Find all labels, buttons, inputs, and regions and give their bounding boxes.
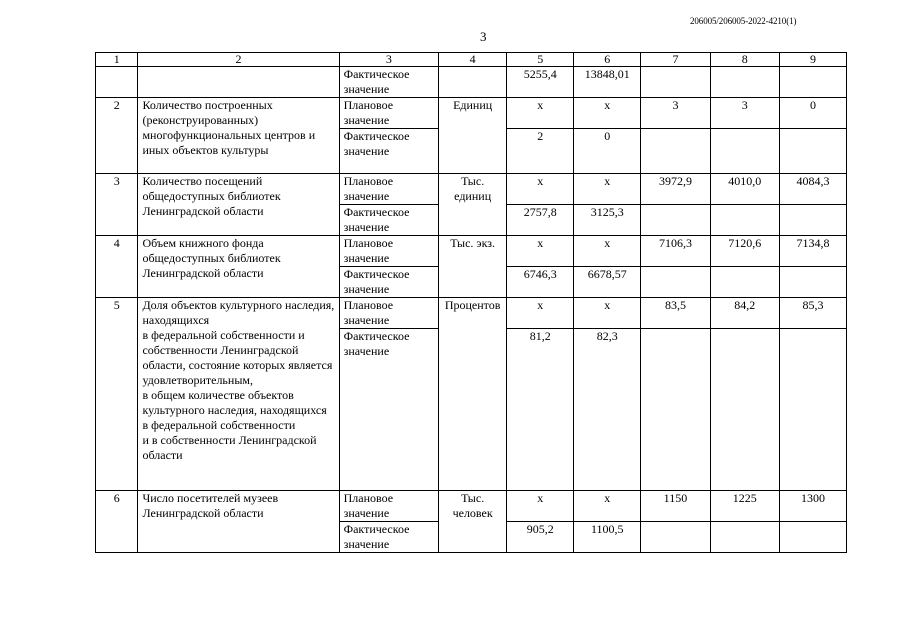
indicator-name: Доля объектов культурного наследия, находящихся в федеральной собственности и собственности Ленинградской области, состояние которых является удовлетворительным, в общем количестве объектов культурного наследия, находящихся в федеральной собственности и в собственности Ленинградской области xyxy=(138,298,339,491)
value-type: Фактическое значение xyxy=(339,329,438,491)
cell-value: х xyxy=(507,236,574,267)
cell-value: 6746,3 xyxy=(507,267,574,298)
cell-value: х xyxy=(507,98,574,129)
column-header: 3 xyxy=(339,53,438,67)
cell-value: х xyxy=(574,491,641,522)
column-header: 1 xyxy=(96,53,138,67)
value-type: Фактическое значение xyxy=(339,67,438,98)
table-row xyxy=(96,98,847,129)
unit: Тыс. единиц xyxy=(439,174,507,236)
cell-value: 83,5 xyxy=(641,298,710,329)
indicator-name: Количество построенных (реконструированных) многофункциональных центров и иных объектов культуры xyxy=(138,98,339,174)
column-header: 5 xyxy=(507,53,574,67)
unit: Процентов xyxy=(439,298,507,491)
unit: Тыс. экз. xyxy=(439,236,507,298)
cell-value: 6678,57 xyxy=(574,267,641,298)
cell-value: х xyxy=(507,174,574,205)
table-row xyxy=(96,236,847,267)
value-type: Фактическое значение xyxy=(339,267,438,298)
page-number: 3 xyxy=(480,29,487,44)
cell-value: х xyxy=(574,236,641,267)
cell-value: 84,2 xyxy=(710,298,779,329)
cell-value: 7106,3 xyxy=(641,236,710,267)
cell-value: 3 xyxy=(710,98,779,129)
table-row xyxy=(96,67,847,98)
column-header: 8 xyxy=(710,53,779,67)
cell-value: 4084,3 xyxy=(779,174,846,205)
cell-value: 3 xyxy=(641,98,710,129)
value-type: Плановое значение xyxy=(339,298,438,329)
table-row xyxy=(96,174,847,205)
cell-value: х xyxy=(574,298,641,329)
cell-value: 13848,01 xyxy=(574,67,641,98)
header-row xyxy=(96,53,847,67)
cell-value: 0 xyxy=(779,98,846,129)
cell-value: 0 xyxy=(574,129,641,174)
value-type: Фактическое значение xyxy=(339,522,438,553)
cell-value: х xyxy=(507,491,574,522)
cell-value: 1225 xyxy=(710,491,779,522)
value-type: Фактическое значение xyxy=(339,129,438,174)
cell-value: 85,3 xyxy=(779,298,846,329)
indicator-name: Количество посещений общедоступных библиотек Ленинградской области xyxy=(138,174,339,236)
table-row xyxy=(96,491,847,522)
document-id: 206005/206005-2022-4210(1) xyxy=(690,16,797,26)
cell-value: 5255,4 xyxy=(507,67,574,98)
cell-value: 7134,8 xyxy=(779,236,846,267)
column-header: 9 xyxy=(779,53,846,67)
row-number: 2 xyxy=(96,98,138,174)
cell-value: х xyxy=(507,298,574,329)
value-type: Фактическое значение xyxy=(339,205,438,236)
table-row xyxy=(96,298,847,329)
cell-value: 7120,6 xyxy=(710,236,779,267)
column-header: 6 xyxy=(574,53,641,67)
cell-value: 2757,8 xyxy=(507,205,574,236)
column-header: 4 xyxy=(439,53,507,67)
unit: Тыс. человек xyxy=(439,491,507,553)
row-number: 6 xyxy=(96,491,138,553)
cell-value: х xyxy=(574,174,641,205)
unit: Единиц xyxy=(439,98,507,174)
indicator-name: Число посетителей музеев Ленинградской области xyxy=(138,491,339,553)
cell-value: 4010,0 xyxy=(710,174,779,205)
cell-value: 1300 xyxy=(779,491,846,522)
cell-value: 1100,5 xyxy=(574,522,641,553)
cell-value: 3125,3 xyxy=(574,205,641,236)
cell-value: 905,2 xyxy=(507,522,574,553)
column-header: 2 xyxy=(138,53,339,67)
value-type: Плановое значение xyxy=(339,491,438,522)
indicator-name: Объем книжного фонда общедоступных библиотек Ленинградской области xyxy=(138,236,339,298)
cell-value: 3972,9 xyxy=(641,174,710,205)
cell-value: 81,2 xyxy=(507,329,574,491)
column-header: 7 xyxy=(641,53,710,67)
indicators-table xyxy=(95,52,847,553)
value-type: Плановое значение xyxy=(339,174,438,205)
cell-value: 82,3 xyxy=(574,329,641,491)
cell-value: 2 xyxy=(507,129,574,174)
row-number: 3 xyxy=(96,174,138,236)
cell-value: х xyxy=(574,98,641,129)
row-number: 4 xyxy=(96,236,138,298)
value-type: Плановое значение xyxy=(339,98,438,129)
row-number: 5 xyxy=(96,298,138,491)
value-type: Плановое значение xyxy=(339,236,438,267)
cell-value: 1150 xyxy=(641,491,710,522)
